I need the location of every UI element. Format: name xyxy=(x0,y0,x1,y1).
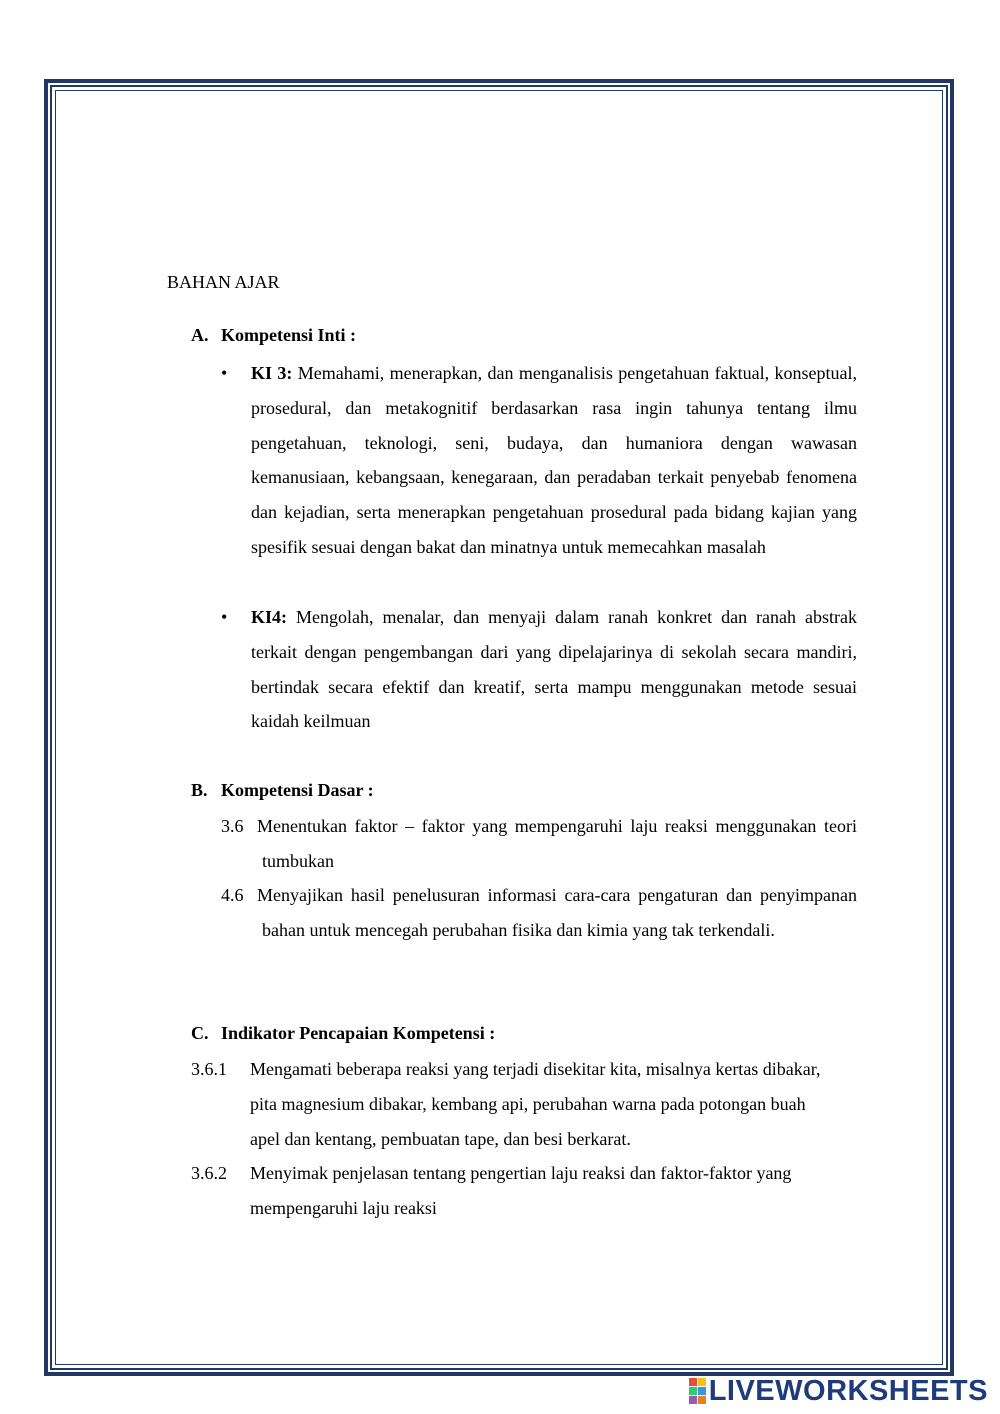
indicator-3-6-2-item xyxy=(191,1156,857,1226)
section-b-heading xyxy=(191,780,374,801)
kd-3-6-item xyxy=(221,809,857,879)
section-b-letter: B. xyxy=(191,780,208,800)
ki3-label: KI 3: xyxy=(251,363,293,383)
ki3-text xyxy=(251,356,857,565)
bullet-icon: • xyxy=(221,363,228,383)
section-b-title: Kompetensi Dasar : xyxy=(221,780,374,800)
ki4-label: KI4: xyxy=(251,607,287,627)
ki4-text xyxy=(251,600,857,739)
kd-4-6-item xyxy=(221,878,857,948)
document-title: BAHAN AJAR xyxy=(167,272,280,292)
ki3-item xyxy=(221,356,857,565)
indicator-3-6-2-text: Menyimak penjelasan tentang pengertian laju reaksi dan faktor-faktor yang mempengaruhi laju reaksi xyxy=(250,1163,792,1218)
liveworksheets-wordmark: LIVEWORKSHEETS xyxy=(708,1374,988,1407)
section-a-heading xyxy=(191,325,356,346)
indicator-3-6-1-text: Mengamati beberapa reaksi yang terjadi disekitar kita, misalnya kertas dibakar, pita magnesium dibakar, kembang api, perubahan warna pada potongan buah apel dan kentang, pembuatan tape, dan besi berkarat. xyxy=(250,1059,821,1149)
kd-3-6-number: 3.6 xyxy=(221,816,244,836)
section-c-title: Indikator Pencapaian Kompetensi : xyxy=(221,1023,496,1043)
ki4-body: Mengolah, menalar, dan menyaji dalam ranah konkret dan ranah abstrak terkait dengan pengembangan dari yang dipelajarinya di sekolah secara mandiri, bertindak secara efektif dan kreatif, serta mampu menggunakan metode sesuai kaidah keilmuan xyxy=(251,607,857,732)
ki3-body: Memahami, menerapkan, dan menganalisis pengetahuan faktual, konseptual, prosedural, dan metakognitif berdasarkan rasa ingin tahunya tentang ilmu pengetahuan, teknologi, seni, budaya, dan humaniora dengan wawasan kemanusiaan, kebangsaan, kenegaraan, dan peradaban terkait penyebab fenomena dan kejadian, serta menerapkan pengetahuan prosedural pada bidang kajian yang spesifik sesuai dengan bakat dan minatnya untuk memecahkan masalah xyxy=(251,363,857,557)
section-a-title: Kompetensi Inti : xyxy=(221,325,356,345)
section-a-letter: A. xyxy=(191,325,209,345)
kd-3-6-text: Menentukan faktor – faktor yang mempengaruhi laju reaksi menggunakan teori tumbukan xyxy=(257,816,857,871)
section-c-heading xyxy=(191,1023,495,1044)
section-c-letter: C. xyxy=(191,1023,209,1043)
kd-4-6-text: Menyajikan hasil penelusuran informasi cara-cara pengaturan dan penyimpanan bahan untuk mencegah perubahan fisika dan kimia yang tak terkendali. xyxy=(257,885,857,940)
bullet-icon: • xyxy=(221,607,228,627)
liveworksheets-logo-icon xyxy=(689,1378,706,1404)
liveworksheets-brand[interactable] xyxy=(689,1374,988,1408)
ki4-item xyxy=(221,600,857,739)
indicator-3-6-2-number: 3.6.2 xyxy=(191,1163,227,1183)
kd-4-6-number: 4.6 xyxy=(221,885,244,905)
indicator-3-6-1-item xyxy=(191,1052,857,1157)
indicator-3-6-1-number: 3.6.1 xyxy=(191,1059,227,1079)
